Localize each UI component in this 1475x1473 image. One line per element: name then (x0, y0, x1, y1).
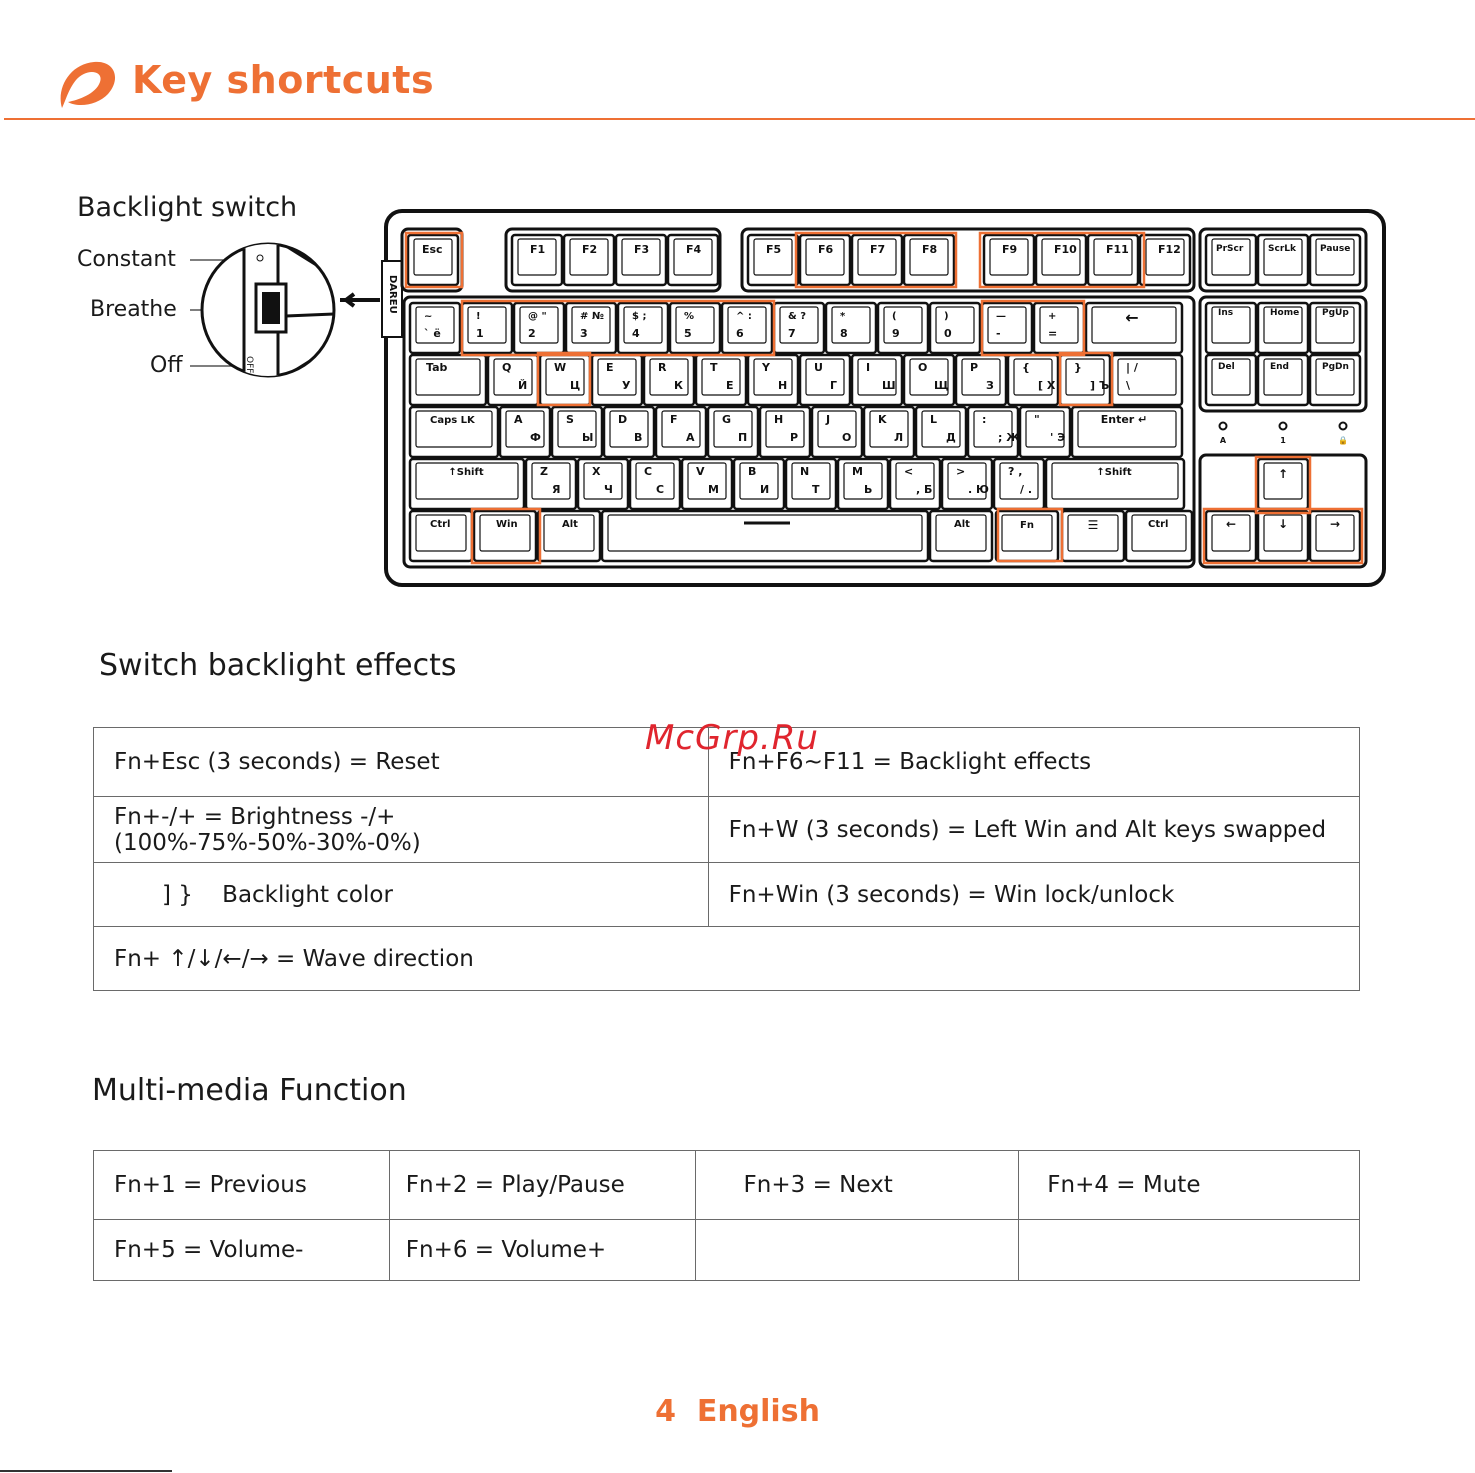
key-label-bottom: Ц (570, 379, 581, 392)
key-label-top: V (696, 465, 705, 478)
key-label-f2: F2 (582, 243, 598, 256)
key-label-top: ! (476, 311, 481, 322)
key-label-bottom: 5 (684, 327, 692, 340)
key-label-f7: F7 (870, 243, 886, 256)
key-label-top: E (606, 361, 614, 374)
key-label-arrow: ← (1225, 517, 1237, 531)
key-label-bottom: - (996, 327, 1001, 340)
key-letter (760, 407, 810, 457)
shortcut-wave-direction: Fn+ ↑/↓/←/→ = Wave direction (94, 927, 1360, 991)
media-play-pause: Fn+2 = Play/Pause (389, 1151, 695, 1220)
key-label-bottom: Н (778, 379, 788, 392)
key-label-top: I (866, 361, 871, 374)
key-label-top: J (826, 413, 831, 426)
key-label-top: D (618, 413, 628, 426)
backlight-effects-table (93, 727, 1360, 991)
key-label-nav: Ins (1218, 308, 1234, 318)
page-footer (0, 1394, 1475, 1429)
key-label-bottom: Л (894, 431, 904, 444)
key-letter (734, 459, 784, 509)
key-label-nav: End (1270, 362, 1289, 372)
key-label-alt: Alt (562, 519, 578, 530)
key-label-bottom: 6 (736, 327, 744, 340)
key-letter (630, 459, 680, 509)
key-label-nav: Pause (1320, 244, 1351, 254)
key-label-shift: ↑Shift (1096, 467, 1132, 478)
key-letter (748, 355, 798, 405)
watermark: McGrp.Ru (645, 718, 819, 758)
key-label-top: M (852, 465, 863, 478)
key-label-f10: F10 (1054, 243, 1077, 256)
key-label-top: U (814, 361, 823, 374)
key-letter (696, 355, 746, 405)
key-number (1034, 303, 1084, 353)
key-label-bottom: 2 (528, 327, 536, 340)
key-label-top: O (918, 361, 928, 374)
key-label-menu: ☰ (1087, 518, 1099, 532)
key-label-nav: ScrLk (1268, 244, 1296, 254)
key-label-nav: Home (1270, 308, 1300, 318)
key-label-bottom: Й (518, 379, 528, 392)
key-number (982, 303, 1032, 353)
key-label-top: Z (540, 465, 548, 478)
key-label-top: F (670, 413, 678, 426)
key-letter (916, 407, 966, 457)
key-number (930, 303, 980, 353)
key-label-f3: F3 (634, 243, 650, 256)
key-label-top: K (878, 413, 887, 426)
key-label-top: : (982, 413, 987, 426)
key-label-alt: Alt (954, 519, 970, 530)
backlight-effects-heading: Switch backlight effects (99, 648, 457, 683)
key-label-top: T (710, 361, 718, 374)
key-label-bottom: А (686, 431, 695, 444)
shortcut-win-lock: Fn+Win (3 seconds) = Win lock/unlock (708, 863, 1359, 927)
page-number: 4 (655, 1394, 676, 1429)
key-label-f4: F4 (686, 243, 702, 256)
key-label-bottom: Ч (604, 483, 613, 496)
key-label-bottom: Ш (882, 379, 896, 392)
key-label-top: ^ : (736, 311, 752, 322)
key-label-nav: PgUp (1322, 308, 1349, 318)
key-label-top: B (748, 465, 757, 478)
key-label-top: R (658, 361, 667, 374)
key-letter (552, 407, 602, 457)
key-letter (890, 459, 940, 509)
key-label-top: > (956, 465, 966, 478)
key-label-top: ~ (424, 311, 433, 322)
key-letter (526, 459, 576, 509)
key-label-bottom: 4 (632, 327, 640, 340)
key-label-top: ( (892, 311, 897, 322)
indicator-label: 🔒 (1338, 436, 1348, 445)
key-label-top: & ? (788, 311, 807, 322)
key-label-bottom: 0 (944, 327, 952, 340)
key-label-top: % (684, 311, 695, 322)
key-label-bottom: Ь (864, 483, 873, 496)
key-letter (786, 459, 836, 509)
key-label-bottom: , Б (916, 483, 933, 496)
brand-label: DAREU (387, 275, 398, 314)
multimedia-table (93, 1150, 1360, 1281)
key-label-top: G (722, 413, 732, 426)
media-volume-up: Fn+6 = Volume+ (389, 1220, 695, 1281)
key-label-top: ) (944, 311, 949, 322)
key-tab (410, 355, 486, 405)
media-mute: Fn+4 = Mute (1019, 1151, 1360, 1220)
key-label-top: W (554, 361, 567, 374)
key-letter (838, 459, 888, 509)
key-label-f11: F11 (1106, 243, 1129, 256)
key-nav (1258, 235, 1308, 285)
key-label-bottom: Ф (530, 431, 541, 444)
key-letter (500, 407, 550, 457)
key-letter (578, 459, 628, 509)
key-label-bottom: У (622, 379, 631, 392)
shortcut-brightness: Fn+-/+ = Brightness -/+ (100%-75%-50%-30%-0%) (94, 797, 709, 863)
key-label-bottom: . Ю (968, 483, 989, 496)
key-label-bottom: Т (812, 483, 820, 496)
key-number (878, 303, 928, 353)
key-label-bottom: ` ё (424, 327, 441, 340)
key-label-top: C (644, 465, 653, 478)
indicator-label: A (1219, 436, 1227, 445)
key-label-nav: Del (1218, 362, 1235, 372)
key-label-bottom: / . (1020, 483, 1033, 496)
key-label-arrow: → (1329, 517, 1341, 531)
backlight-switch-diagram (186, 236, 386, 386)
switch-label-off: Off (150, 353, 183, 378)
key-label-bottom: П (738, 431, 748, 444)
key-label-bottom: К (674, 379, 683, 392)
header-divider (4, 118, 1475, 120)
key-label-nav: PgDn (1322, 362, 1349, 372)
key-label-bottom: Е (726, 379, 734, 392)
key-label-top: @ " (528, 311, 547, 322)
key-label-bottom: З (986, 379, 994, 392)
key-number (670, 303, 720, 353)
key-label-bottom: \ (1126, 379, 1131, 392)
key-label-caps: Caps LK (430, 415, 475, 426)
key-space (602, 511, 928, 561)
shortcut-backlight-color: ] } Backlight color (94, 863, 709, 927)
key-label-bottom: Г (830, 379, 838, 392)
key-label-top: * (840, 311, 846, 322)
key-number (826, 303, 876, 353)
key-label-bottom: ; Ж (998, 431, 1020, 444)
key-label-bottom: 9 (892, 327, 900, 340)
key-label-win: Win (496, 519, 518, 530)
media-previous: Fn+1 = Previous (94, 1151, 390, 1220)
key-label-top: Q (502, 361, 512, 374)
key-label-f5: F5 (766, 243, 782, 256)
key-label-top: S (566, 413, 574, 426)
backlight-switch-heading: Backlight switch (77, 192, 298, 223)
key-label-nav: PrScr (1216, 244, 1244, 254)
key-letter (956, 355, 1006, 405)
page-title: Key shortcuts (132, 58, 435, 102)
multimedia-heading: Multi-media Function (92, 1073, 407, 1108)
key-label-bottom: 3 (580, 327, 588, 340)
key-label-top: " (1034, 413, 1040, 426)
key-label-enter: Enter ↵ (1100, 413, 1148, 426)
key-label-top: A (514, 413, 523, 426)
media-empty-cell (1019, 1220, 1360, 1281)
key-label-top: H (774, 413, 784, 426)
media-empty-cell (695, 1220, 1019, 1281)
key-letter (864, 407, 914, 457)
key-letter (656, 407, 706, 457)
key-letter (800, 355, 850, 405)
key-label-f1: F1 (530, 243, 546, 256)
shortcut-backlight-effects: Fn+F6~F11 = Backlight effects (708, 728, 1359, 797)
key-label-bottom: Ы (582, 431, 594, 444)
key-label-f12: F12 (1158, 243, 1181, 256)
key-number (462, 303, 512, 353)
switch-label-breathe: Breathe (90, 297, 177, 322)
key-label-bottom: О (842, 431, 852, 444)
key-label-top: N (800, 465, 810, 478)
key-label-bottom: И (760, 483, 770, 496)
shortcut-reset: Fn+Esc (3 seconds) = Reset (94, 728, 709, 797)
brand-logo-icon (56, 58, 120, 110)
key-label-top: Y (762, 361, 770, 374)
media-next: Fn+3 = Next (695, 1151, 1019, 1220)
key-label-top: L (930, 413, 938, 426)
key-label-fn: Fn (1020, 520, 1034, 531)
key-label-top: # № (580, 311, 604, 322)
key-label-f9: F9 (1002, 243, 1018, 256)
key-letter (708, 407, 758, 457)
key-label-top: X (592, 465, 601, 478)
shortcut-win-alt-swap: Fn+W (3 seconds) = Left Win and Alt keys swapped (708, 797, 1359, 863)
indicator-label: 1 (1280, 436, 1286, 445)
key-label-top: $ ; (632, 311, 647, 322)
media-volume-down: Fn+5 = Volume- (94, 1220, 390, 1281)
key-label-top: | / (1126, 361, 1138, 374)
key-label-bottom: 1 (476, 327, 484, 340)
key-nav (1310, 235, 1360, 285)
key-label-top: + (1048, 311, 1057, 322)
key-label-bottom: Д (946, 431, 956, 444)
key-nav (1206, 235, 1256, 285)
key-label-esc: Esc (422, 243, 443, 256)
key-label-f8: F8 (922, 243, 938, 256)
key-letter (488, 355, 538, 405)
key-label-bottom: Щ (934, 379, 949, 392)
page-language: English (696, 1394, 820, 1429)
key-label-bottom: ' Э (1050, 431, 1066, 444)
key-label-ctrl: Ctrl (1148, 519, 1169, 530)
key-label-top: { (1022, 361, 1030, 374)
key-label-bottom: С (656, 483, 665, 496)
key-label-tab: Tab (426, 361, 448, 374)
key-label-arrow: ↑ (1277, 467, 1289, 481)
switch-off-marking: OFF (244, 356, 254, 374)
keyboard-diagram (380, 205, 1390, 591)
key-label-ctrl: Ctrl (430, 519, 451, 530)
footer-rule (0, 1470, 172, 1472)
switch-label-constant: Constant (77, 247, 176, 272)
key-label-top: P (970, 361, 979, 374)
key-label-bottom: 7 (788, 327, 796, 340)
key-letter (812, 407, 862, 457)
key-label-backspace: ← (1125, 308, 1139, 327)
key-label-bottom: ] Ъ (1090, 379, 1110, 392)
key-label-bottom: Р (790, 431, 799, 444)
key-label-bottom: М (708, 483, 719, 496)
key-label-top: < (904, 465, 914, 478)
key-label-bottom: [ Х (1038, 379, 1056, 392)
key-label-top: } (1074, 361, 1082, 374)
key-label-shift: ↑Shift (448, 467, 484, 478)
key-label-bottom: В (634, 431, 643, 444)
key-label-top: ? , (1008, 465, 1023, 478)
key-label-bottom: Я (552, 483, 561, 496)
key-fn (996, 511, 1058, 561)
key-label-f6: F6 (818, 243, 834, 256)
key-letter (592, 355, 642, 405)
key-label-bottom: 8 (840, 327, 848, 340)
key-pipe (1112, 355, 1182, 405)
key-label-bottom: = (1048, 327, 1058, 340)
key-letter (644, 355, 694, 405)
key-label-top: — (996, 311, 1006, 322)
key-label-arrow: ↓ (1277, 517, 1289, 531)
key-letter (604, 407, 654, 457)
key-letter (682, 459, 732, 509)
